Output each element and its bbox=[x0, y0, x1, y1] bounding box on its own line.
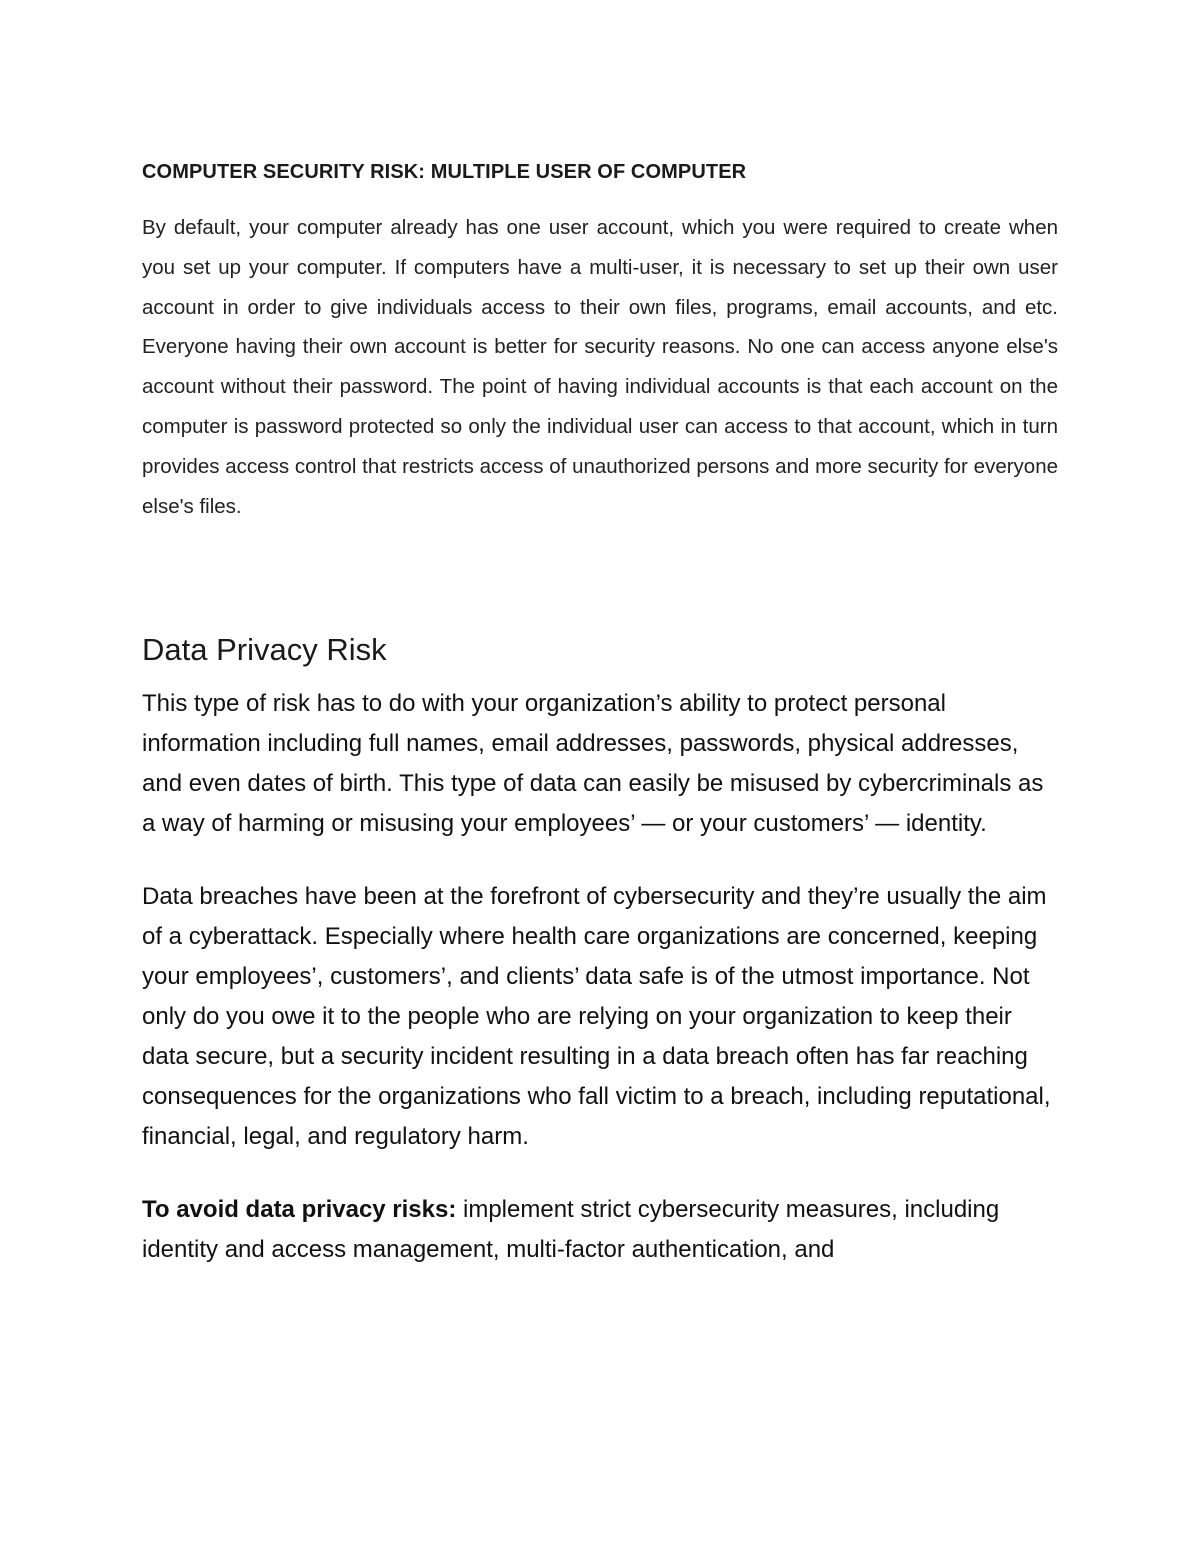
paragraph-avoid-risks bbox=[142, 1190, 1058, 1270]
section-heading-computer-security-risk: COMPUTER SECURITY RISK: MULTIPLE USER OF COMPUTER bbox=[142, 161, 747, 183]
document-content bbox=[142, 156, 1058, 1270]
paragraph-multiple-user: By default, your computer already has one user account, which you were required to create when you set up your computer. If computers have a multi-user, it is necessary to set up their own user account in order to give individuals access to their own files, programs, email accounts, and etc. Everyone having their own account is better for security reasons. No one can access anyone else's account without their password. The point of having individual accounts is that each account on the computer is password protected so only the individual user can access to that account, which in turn provides access control that restricts access of unauthorized persons and more security for everyone else's files. bbox=[142, 216, 1058, 518]
paragraph-data-privacy-intro: This type of risk has to do with your organization’s ability to protect personal information including full names, email addresses, passwords, physical addresses, and even dates of birth. This type of data can easily be misused by cybercriminals as a way of harming or misusing your employees’ — or your customers’ — identity. bbox=[142, 690, 1044, 838]
section-heading-data-privacy-risk: Data Privacy Risk bbox=[142, 632, 387, 668]
paragraph-avoid-risks-lead: To avoid data privacy risks: bbox=[142, 1196, 457, 1224]
paragraph-data-breaches: Data breaches have been at the forefront of cybersecurity and they’re usually the aim of a cyberattack. Especially where health care organizations are concerned, keeping your employees’, customers’, and clients’ data safe is of the utmost importance. Not only do you owe it to the people who are relying on your organization to keep their data secure, but a security incident resulting in a data breach often has far reaching consequences for the organizations who fall victim to a breach, including reputational, financial, legal, and regulatory harm. bbox=[142, 883, 1051, 1151]
paragraph-avoid-risks-text: implement strict cybersecurity measures, including identity and access management, multi-factor authentication, and bbox=[142, 1196, 1000, 1264]
